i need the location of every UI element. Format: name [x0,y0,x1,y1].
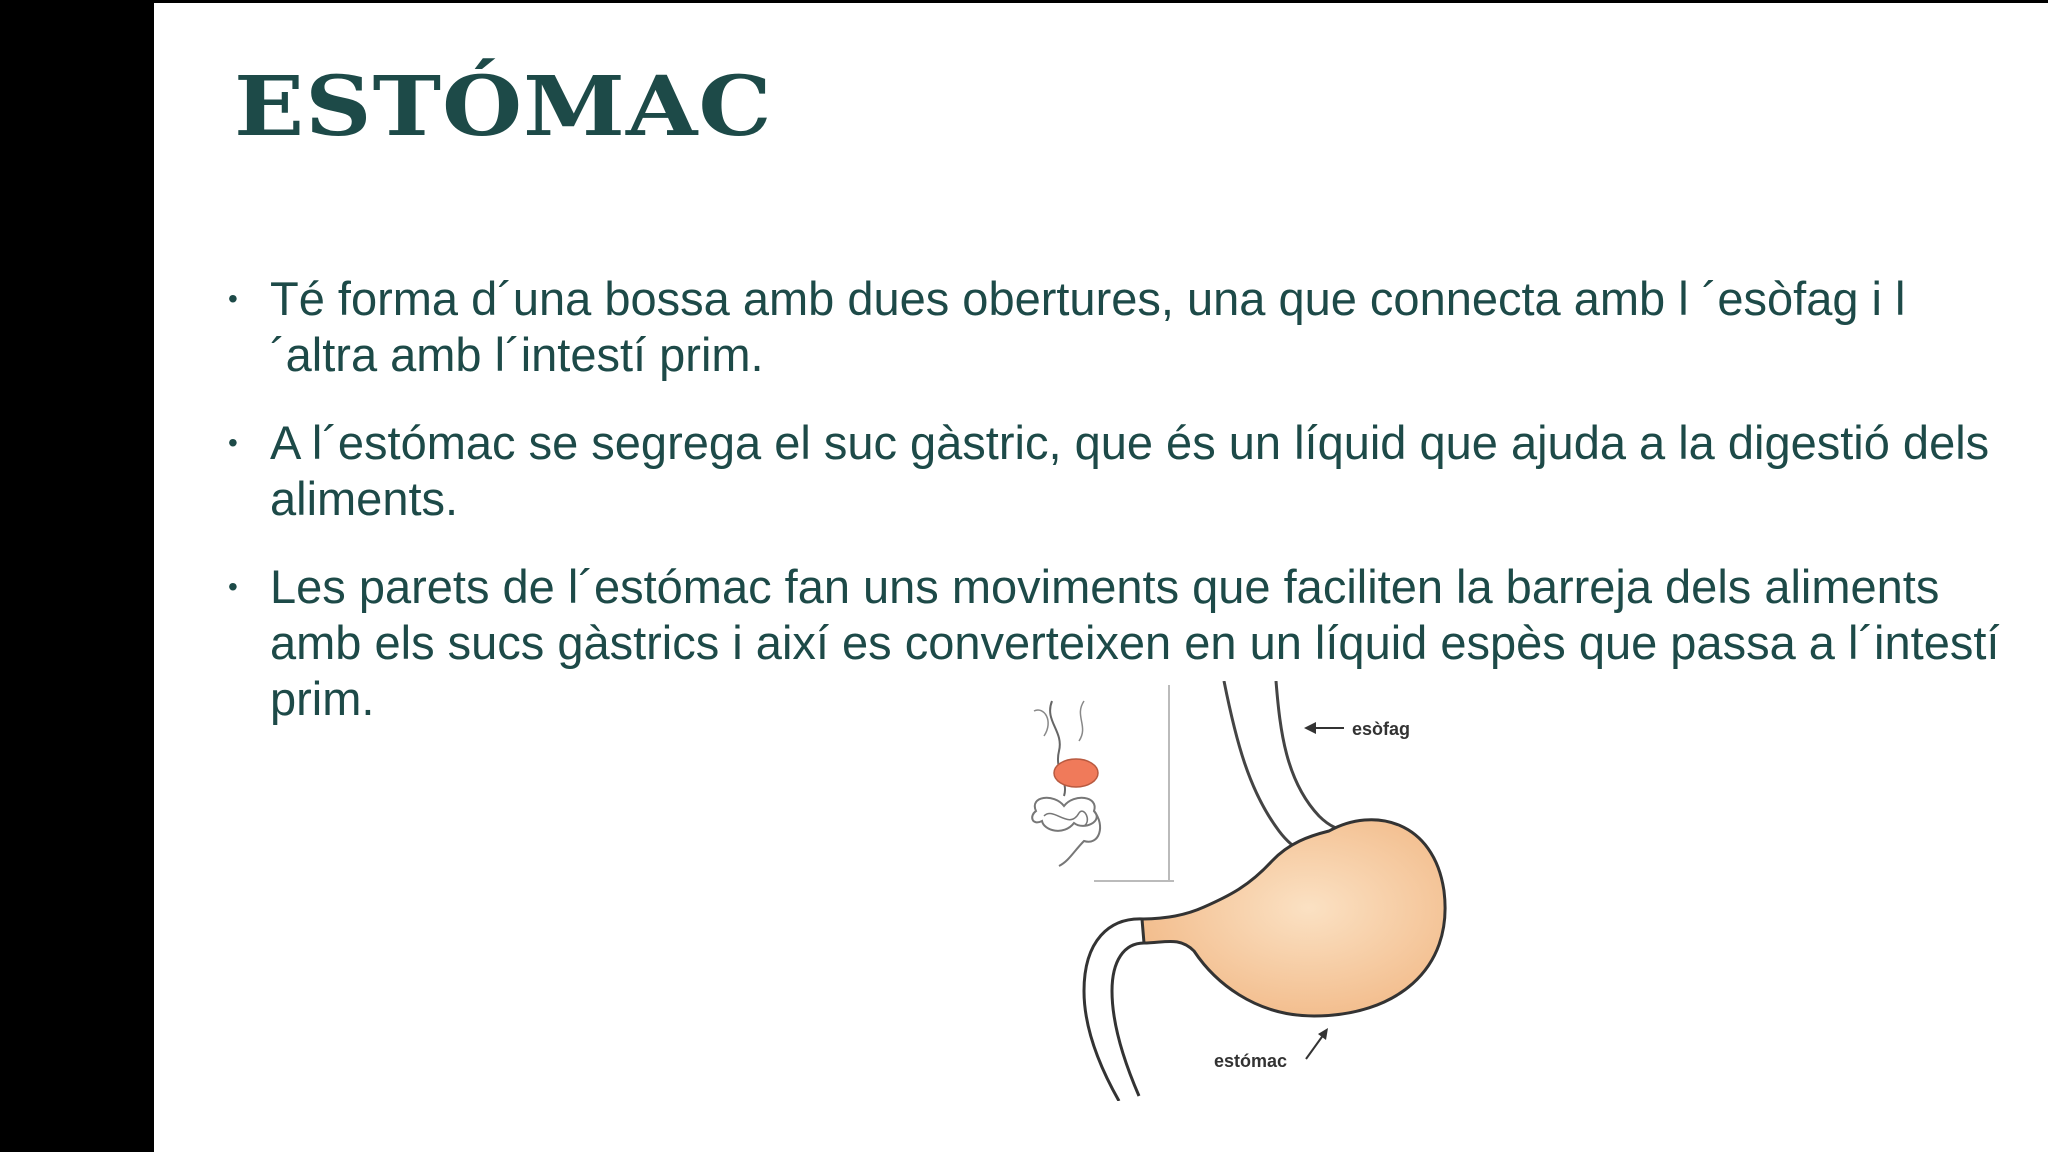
bullet-marker: • [228,283,238,314]
inset-organ-outline [1079,701,1084,741]
inset-organ-outline [1034,710,1048,736]
main-stomach-diagram [1084,681,1445,1101]
esophagus-outline-right [1276,681,1352,831]
bullet-marker: • [228,427,238,458]
estomac-arrow [1306,1034,1324,1059]
inset-intestine [1032,798,1097,831]
duodenum-outline-inner [1112,943,1144,1096]
slide-title: ESTÓMAC [234,57,773,155]
stomach-illustration [1014,681,1574,1101]
esofag-arrowhead [1304,722,1316,734]
bullet-text: Les parets de l´estómac fan uns moviments que faciliten la barreja dels aliments amb els sucs gàstrics i així es converteixen en un líquid espès que passa a l´intestí prim. [270,560,2000,725]
bullet-item [224,415,2004,527]
bullet-item [224,271,2004,383]
digestive-system-inset [1032,685,1174,881]
bullet-marker: • [228,571,238,602]
inset-intestine-loops [1044,811,1087,826]
stomach-body [1142,820,1445,1016]
esofag-label: esòfag [1352,719,1411,739]
inset-stomach [1054,759,1098,787]
bullet-text: A l´estómac se segrega el suc gàstric, que és un líquid que ajuda a la digestió dels aliments. [270,416,1990,525]
slide [154,3,2048,1152]
estomac-arrowhead [1318,1028,1328,1040]
bullet-text: Té forma d´una bossa amb dues obertures, una que connecta amb l ´esòfag i l´altra amb l´intestí prim. [270,272,1906,381]
estomac-label: estómac [1214,1051,1288,1071]
